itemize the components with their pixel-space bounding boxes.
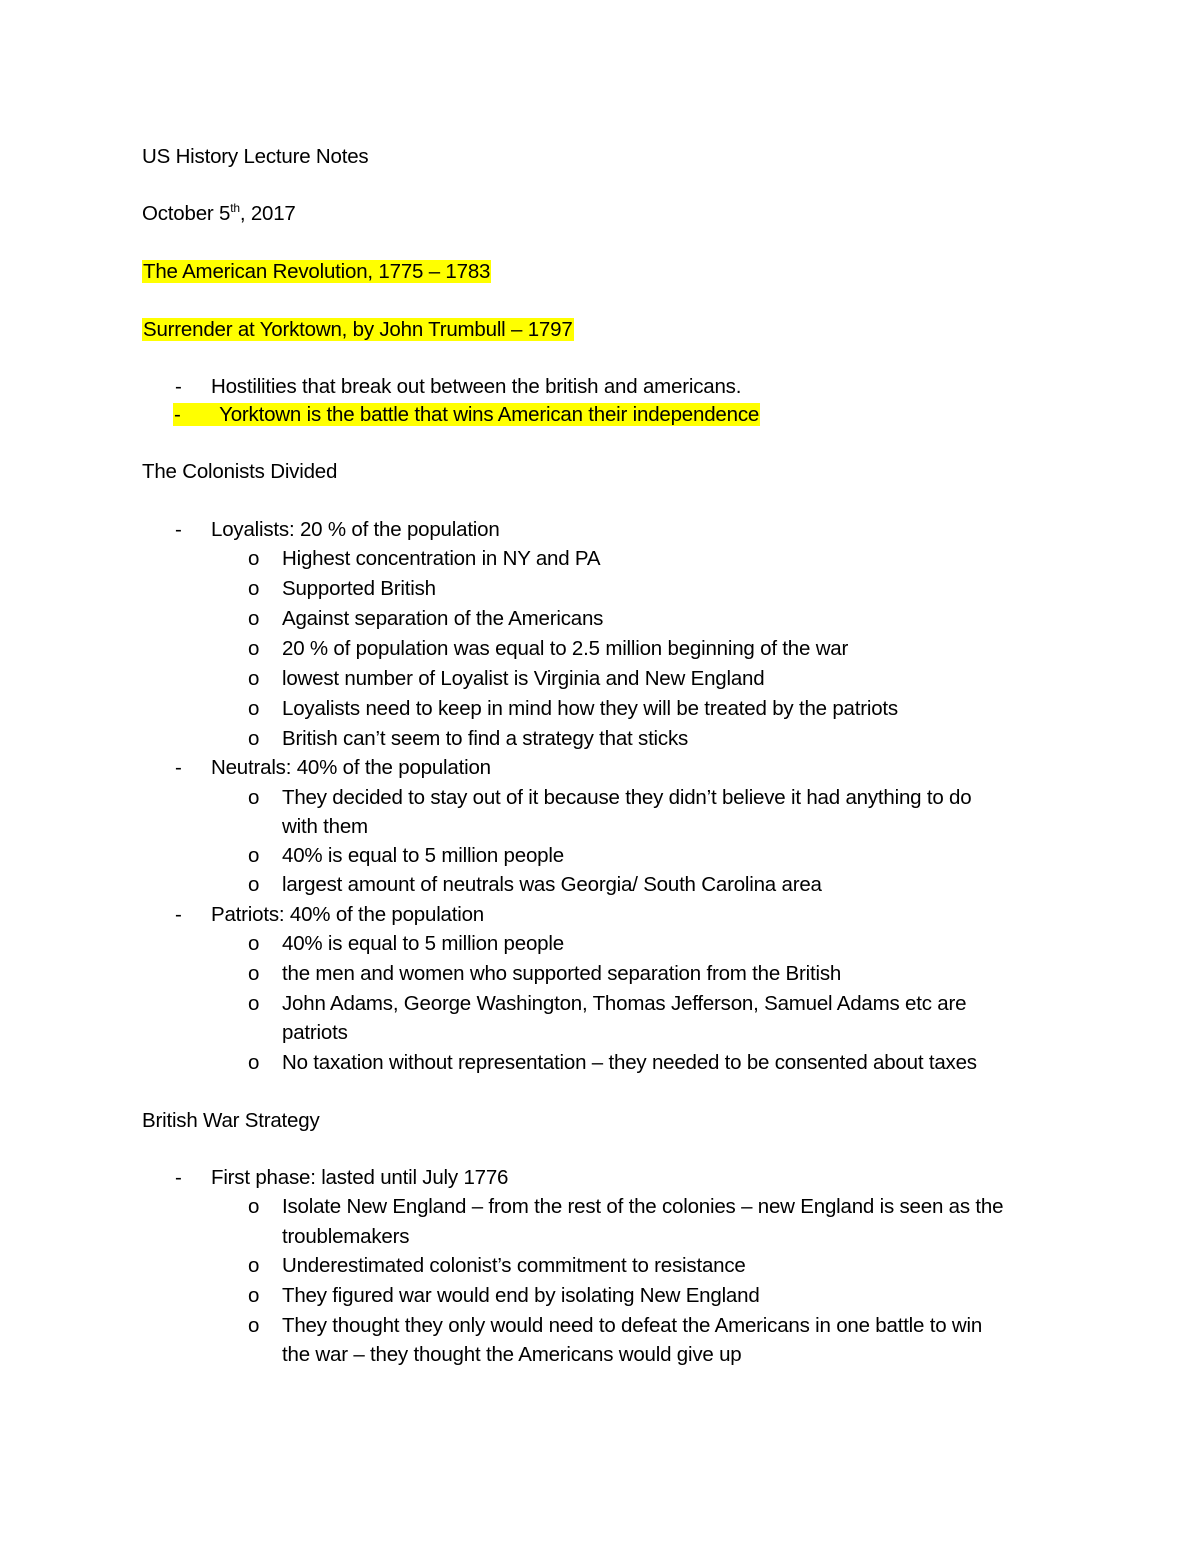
sub-bullet: o xyxy=(248,1051,260,1074)
patriot-item: 40% is equal to 5 million people xyxy=(282,932,564,955)
sub-bullet: o xyxy=(248,992,260,1015)
dash-bullet: - xyxy=(175,375,182,398)
loyalist-item: 20 % of population was equal to 2.5 million beginning of the war xyxy=(282,637,849,660)
loyalist-item: Loyalists need to keep in mind how they will be treated by the patriots xyxy=(282,697,898,720)
loyalists-heading: Loyalists: 20 % of the population xyxy=(211,518,500,541)
intro-bullet-2-highlight xyxy=(173,400,760,430)
phase1-item: They thought they only would need to defeat the Americans in one battle to win xyxy=(282,1314,983,1337)
phase1-item-cont: troublemakers xyxy=(282,1225,410,1248)
sub-bullet: o xyxy=(248,637,260,660)
patriot-item-cont: patriots xyxy=(282,1021,348,1044)
neutral-item: They decided to stay out of it because they didn’t believe it had anything to do xyxy=(282,786,972,809)
sub-bullet: o xyxy=(248,697,260,720)
sub-bullet: o xyxy=(248,844,260,867)
heading-yorktown xyxy=(142,315,574,345)
patriots-heading: Patriots: 40% of the population xyxy=(211,903,485,926)
intro-bullet-2-text xyxy=(173,403,760,426)
doc-title: US History Lecture Notes xyxy=(142,145,369,168)
loyalist-item: British can’t seem to find a strategy that sticks xyxy=(282,727,689,750)
patriot-item: John Adams, George Washington, Thomas Jefferson, Samuel Adams etc are xyxy=(282,992,967,1015)
neutral-item: 40% is equal to 5 million people xyxy=(282,844,564,867)
heading-revolution-text: The American Revolution, 1775 – 1783 xyxy=(143,260,491,283)
phase1-item: Isolate New England – from the rest of the colonies – new England is seen as the xyxy=(282,1195,1004,1218)
patriot-item: the men and women who supported separation from the British xyxy=(282,962,842,985)
neutrals-heading: Neutrals: 40% of the population xyxy=(211,756,491,779)
heading-revolution xyxy=(142,257,491,287)
intro-bullet-1: Hostilities that break out between the british and americans. xyxy=(211,375,742,398)
intro-bullet-2: Yorktown is the battle that wins American their independence xyxy=(219,403,760,426)
phase1-item: They figured war would end by isolating New England xyxy=(282,1284,760,1307)
date-superscript: th xyxy=(230,201,240,216)
dash-bullet: - xyxy=(175,518,182,541)
sub-bullet: o xyxy=(248,1314,260,1337)
sub-bullet: o xyxy=(248,1284,260,1307)
heading-yorktown-text: Surrender at Yorktown, by John Trumbull – 1797 xyxy=(143,318,573,341)
patriot-item: No taxation without representation – they needed to be consented about taxes xyxy=(282,1051,977,1074)
loyalist-item: Highest concentration in NY and PA xyxy=(282,547,601,570)
sub-bullet: o xyxy=(248,547,260,570)
sub-bullet: o xyxy=(248,962,260,985)
sub-bullet: o xyxy=(248,1195,260,1218)
date-prefix: October 5 xyxy=(142,202,231,225)
doc-date xyxy=(142,199,296,229)
dash-bullet: - xyxy=(174,403,181,426)
phase1-item-cont: the war – they thought the Americans would give up xyxy=(282,1343,742,1366)
sub-bullet: o xyxy=(248,932,260,955)
phase1-heading: First phase: lasted until July 1776 xyxy=(211,1166,509,1189)
sub-bullet: o xyxy=(248,873,260,896)
sub-bullet: o xyxy=(248,607,260,630)
neutral-item-cont: with them xyxy=(282,815,368,838)
dash-bullet: - xyxy=(175,903,182,926)
loyalist-item: Against separation of the Americans xyxy=(282,607,604,630)
section-colonists-title: The Colonists Divided xyxy=(142,460,338,483)
loyalist-item: lowest number of Loyalist is Virginia and New England xyxy=(282,667,765,690)
dash-bullet: - xyxy=(175,1166,182,1189)
sub-bullet: o xyxy=(248,577,260,600)
sub-bullet: o xyxy=(248,786,260,809)
dash-bullet: - xyxy=(175,756,182,779)
neutral-item: largest amount of neutrals was Georgia/ South Carolina area xyxy=(282,873,822,896)
phase1-item: Underestimated colonist’s commitment to resistance xyxy=(282,1254,746,1277)
sub-bullet: o xyxy=(248,1254,260,1277)
sub-bullet: o xyxy=(248,667,260,690)
loyalist-item: Supported British xyxy=(282,577,436,600)
date-suffix: , 2017 xyxy=(239,202,296,225)
sub-bullet: o xyxy=(248,727,260,750)
section-strategy-title: British War Strategy xyxy=(142,1109,320,1132)
